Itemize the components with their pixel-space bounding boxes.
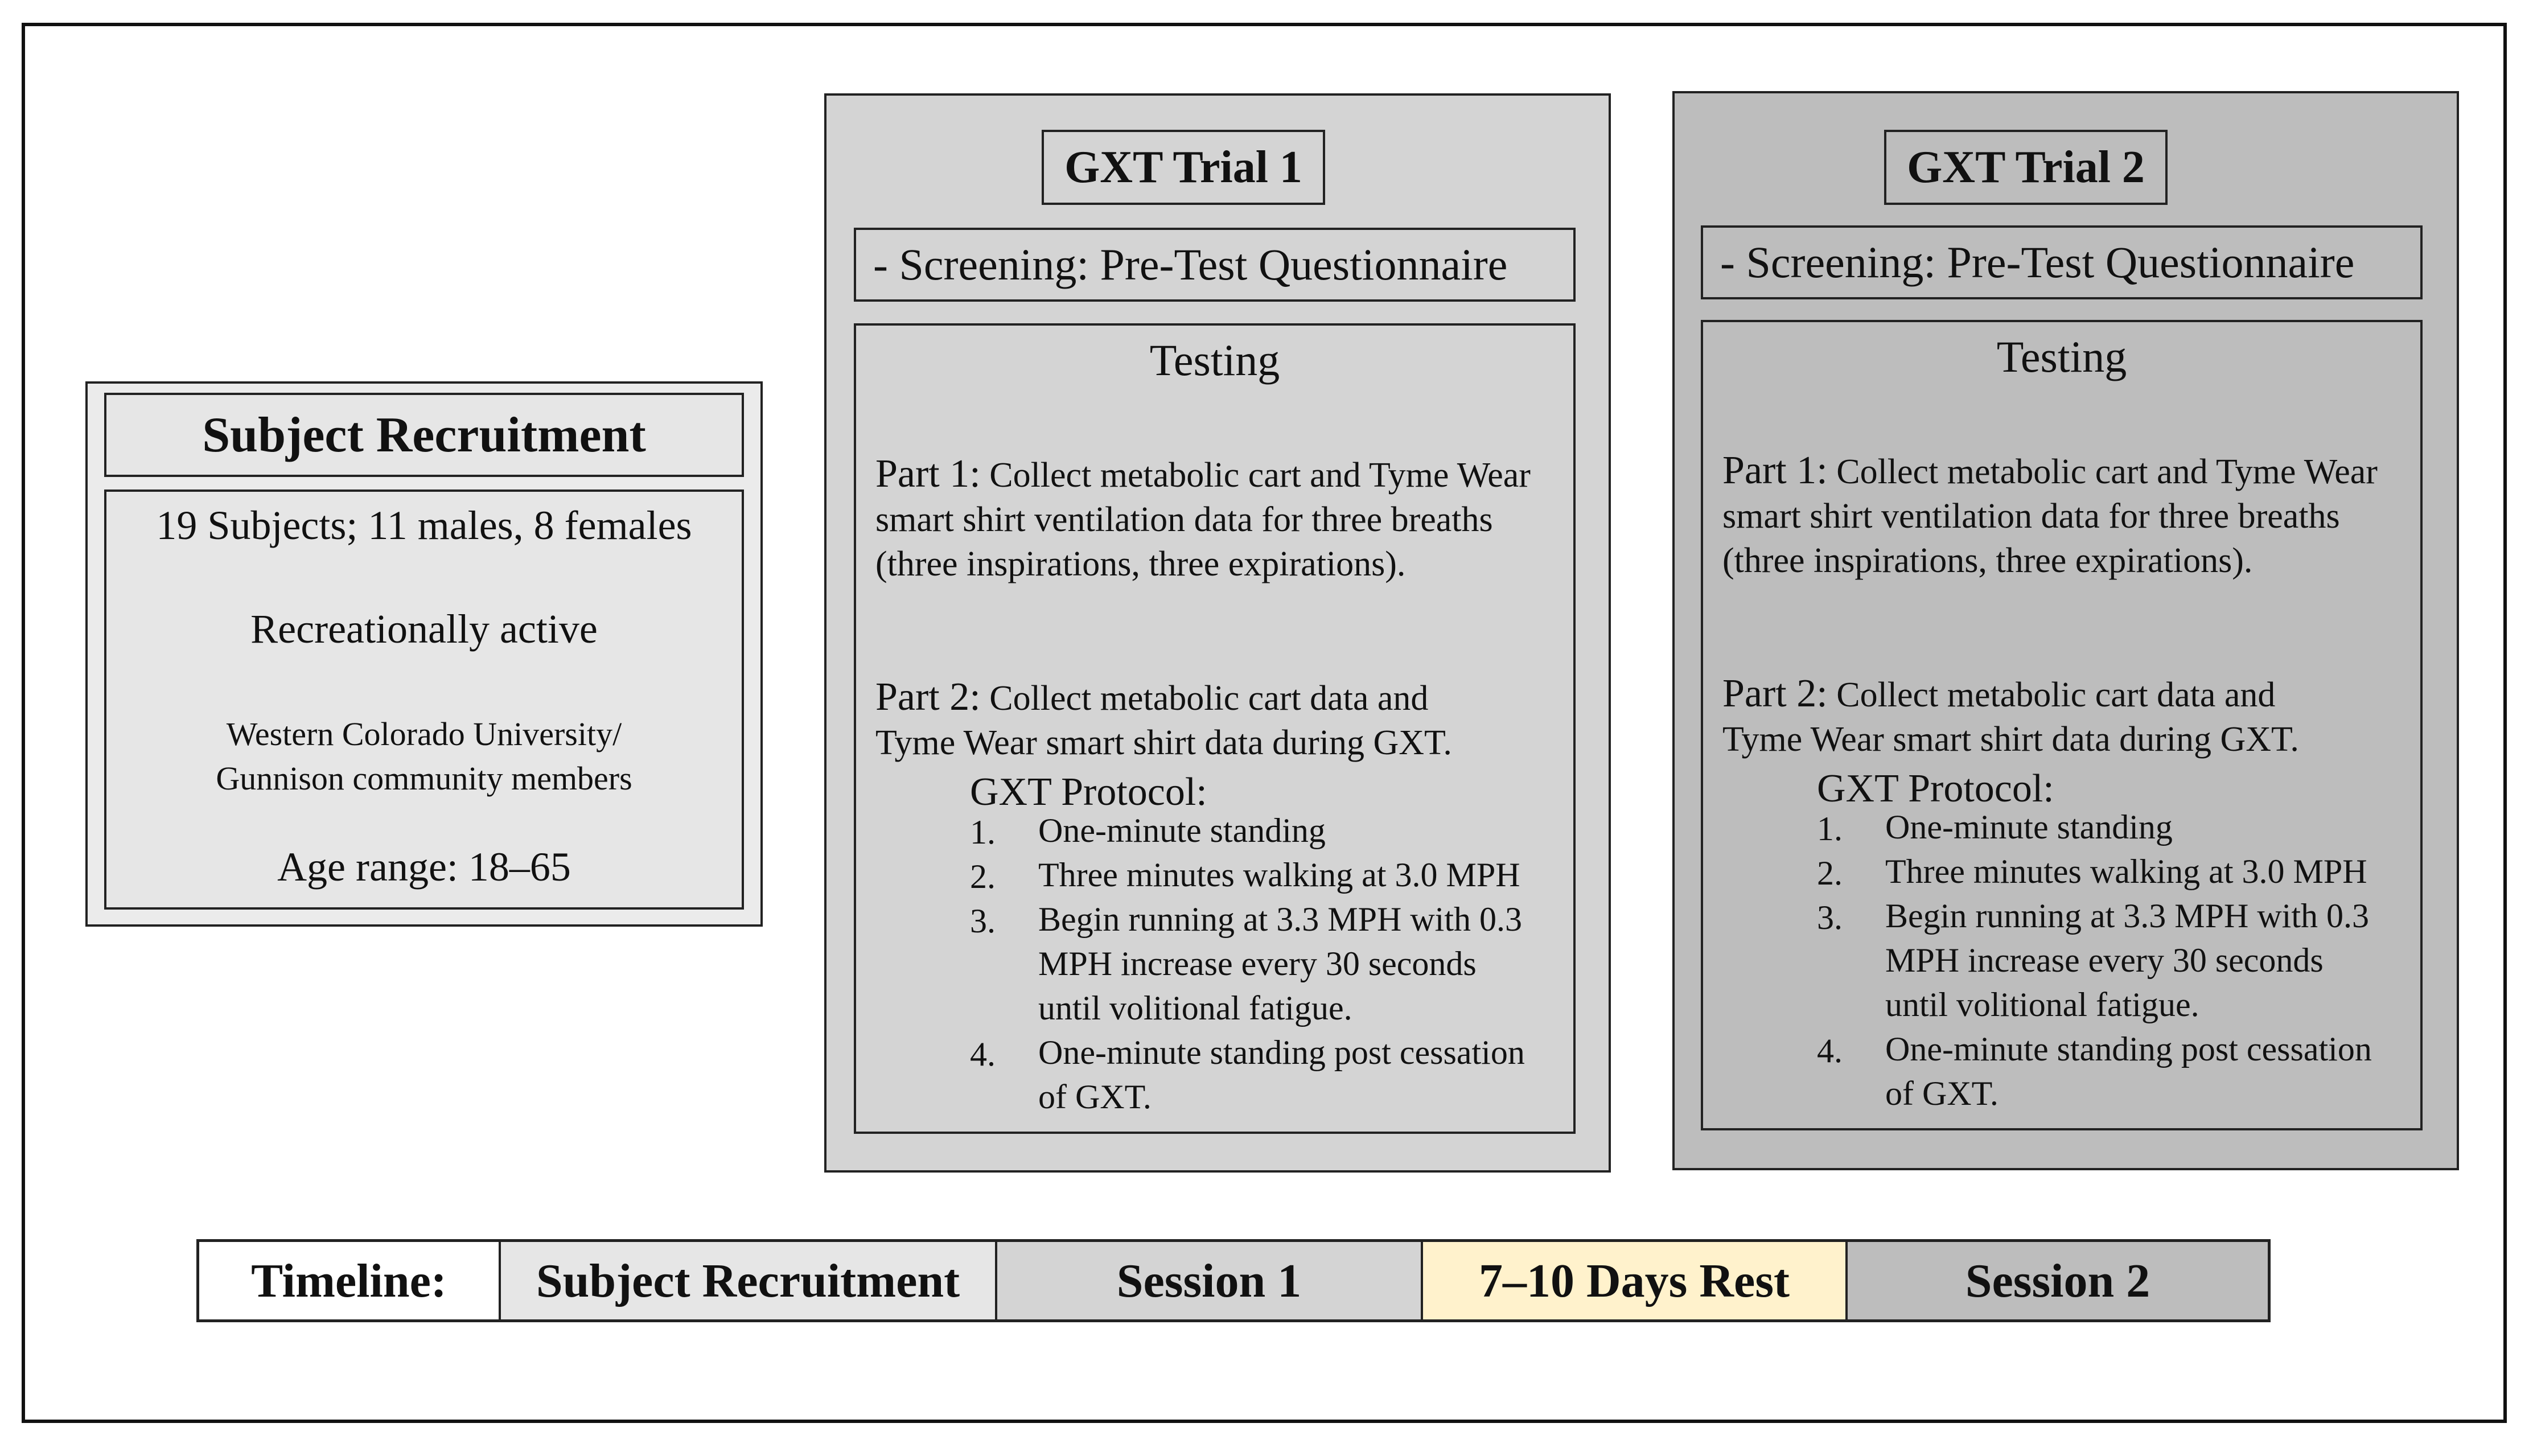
recruitment-affiliation-line2: Gunnison community members: [216, 760, 632, 797]
gxt-trial-2-testing: [1701, 320, 2423, 1130]
protocol-step-text: Begin running at 3.3 MPH with 0.3 MPH increase every 30 seconds until volitional fatigue.: [1885, 897, 2369, 1023]
gxt-trial-1-screening: - Screening: Pre-Test Questionnaire: [854, 228, 1576, 302]
part-1-text: Part 1: Collect metabolic cart and Tyme Wear smart shirt ventilation data for three breaths (three inspirations, three expirations).: [875, 452, 1531, 583]
gxt-trial-1-title: GXT Trial 1: [1042, 130, 1325, 205]
protocol-step-text: One-minute standing post cessation of GXT.: [1885, 1030, 2372, 1112]
protocol-step-number: 3.: [970, 902, 996, 940]
protocol-step-number: 4.: [1817, 1032, 1843, 1070]
protocol-step-text: Three minutes walking at 3.0 MPH: [1885, 853, 2367, 890]
timeline-bar: [196, 1239, 2271, 1322]
recruitment-details: [104, 490, 744, 910]
recruitment-affiliation-line1: Western Colorado University/: [226, 715, 622, 752]
protocol-step-number: 2.: [970, 858, 996, 895]
recruitment-subjects: 19 Subjects; 11 males, 8 females: [156, 503, 692, 548]
part-1-text: Part 1: Collect metabolic cart and Tyme Wear smart shirt ventilation data for three breaths (three inspirations, three expirations).: [1722, 449, 2378, 580]
recruitment-activity: Recreationally active: [250, 606, 598, 652]
timeline-session-1: Session 1: [997, 1242, 1423, 1319]
gxt-trial-2-title: GXT Trial 2: [1884, 130, 2168, 205]
protocol-step-number: 1.: [970, 813, 996, 851]
protocol-step-number: 4.: [970, 1035, 996, 1073]
protocol-step-text: Begin running at 3.3 MPH with 0.3 MPH increase every 30 seconds until volitional fatigue.: [1038, 900, 1522, 1027]
testing-title: Testing: [1149, 335, 1280, 385]
gxt-protocol-title: GXT Protocol:: [1817, 767, 2054, 811]
protocol-step-number: 2.: [1817, 854, 1843, 892]
recruitment-title: Subject Recruitment: [104, 393, 744, 477]
protocol-step-text: One-minute standing post cessation of GXT.: [1038, 1034, 1525, 1116]
part-2-text: Part 2: Collect metabolic cart data and Tyme Wear smart shirt data during GXT.: [1722, 672, 2299, 759]
protocol-step-text: One-minute standing: [1885, 808, 2173, 846]
protocol-step-number: 3.: [1817, 899, 1843, 936]
timeline-label: Timeline:: [199, 1242, 501, 1319]
protocol-step-number: 1.: [1817, 810, 1843, 848]
protocol-step-text: One-minute standing: [1038, 812, 1326, 849]
timeline-session-2: Session 2: [1848, 1242, 2268, 1319]
testing-title: Testing: [1996, 332, 2127, 381]
part-2-text: Part 2: Collect metabolic cart data and Tyme Wear smart shirt data during GXT.: [875, 675, 1452, 762]
gxt-trial-1-testing: [854, 323, 1576, 1134]
timeline-subject-recruitment: Subject Recruitment: [501, 1242, 997, 1319]
timeline-rest-period: 7–10 Days Rest: [1423, 1242, 1848, 1319]
gxt-protocol-title: GXT Protocol:: [970, 770, 1207, 814]
protocol-step-text: Three minutes walking at 3.0 MPH: [1038, 856, 1520, 894]
gxt-trial-2-screening: - Screening: Pre-Test Questionnaire: [1701, 225, 2423, 299]
recruitment-age-range: Age range: 18–65: [277, 844, 571, 890]
